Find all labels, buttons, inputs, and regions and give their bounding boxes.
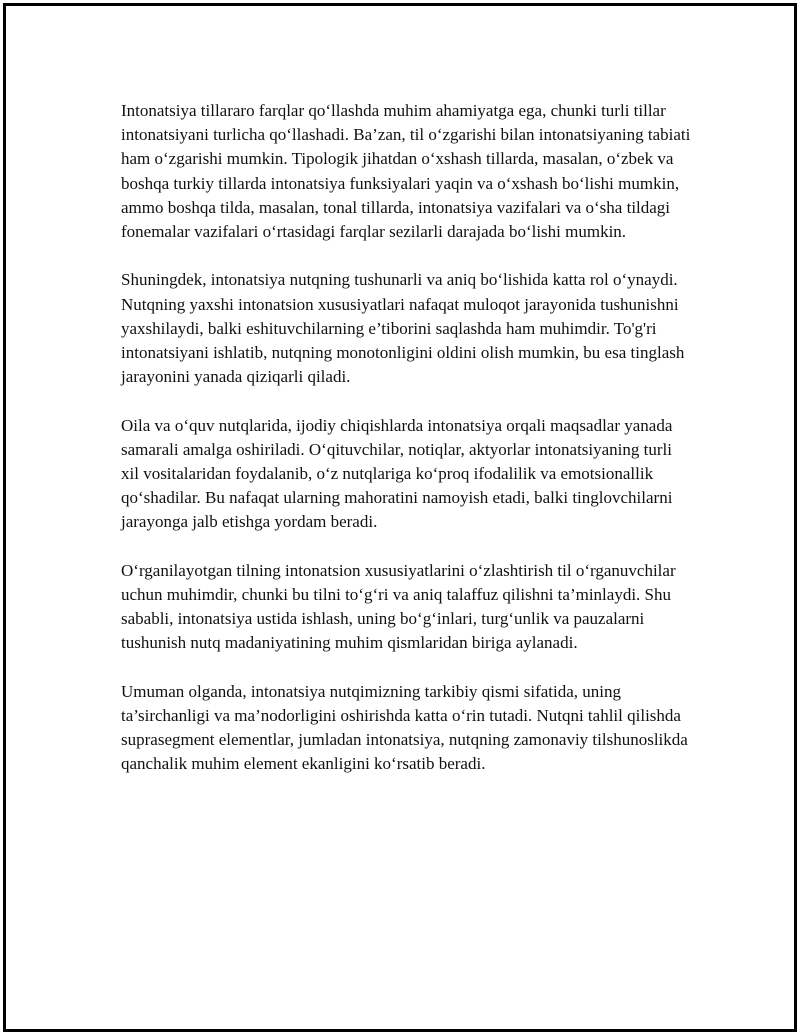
paragraph-2: Shuningdek, intonatsiya nutqning tushunarli va aniq bo‘lishida katta rol o‘ynaydi. Nutqning yaxshi intonatsion xususiyatlari nafaqat muloqot jarayonida tushunishni yaxshilaydi, balki eshituvchilarning e’tiborini saqlashda ham muhimdir. To'g'ri intonatsiyani ishlatib, nutqning monotonligini oldini olish mumkin, bu esa tinglash jarayonini yanada qiziqarli qiladi. [121, 270, 685, 387]
paragraph-5: Umuman olganda, intonatsiya nutqimizning tarkibiy qismi sifatida, uning ta’sirchanligi va ma’nodorligini oshirishda katta o‘rin tutadi. Nutqni tahlil qilishda suprasegment elementlar, jumladan intonatsiya, nutqning zamonaviy tilshunoslikda qanchalik muhim element ekanligini ko‘rsatib beradi. [121, 681, 688, 774]
paragraph-1: Intonatsiya tillararo farqlar qo‘llashda muhim ahamiyatga ega, chunki turli tillar intonatsiyani turlicha qo‘llashadi. Ba’zan, til o‘zgarishi bilan intonatsiyaning tabiati ham o‘zgarishi mumkin. Tipologik jihatdan o‘xshash tillarda, masalan, o‘zbek va boshqa turkiy tillarda intonatsiya funksiyalari yaqin va o‘xshash bo‘lishi mumkin, ammo boshqa tilda, masalan, tonal tillarda, intonatsiya vazifalari va o‘sha tildagi fonemalar vazifalari o‘rtasidagi farqlar sezilarli darajada bo‘lishi mumkin. [121, 101, 691, 242]
paragraph-3: Oila va o‘quv nutqlarida, ijodiy chiqishlarda intonatsiya orqali maqsadlar yanada samarali amalga oshiriladi. O‘qituvchilar, notiqlar, aktyorlar intonatsiyaning turli xil vositalaridan foydalanib, o‘z nutqlariga ko‘proq ifodalilik va emotsionallik qo‘shadilar. Bu nafaqat ularning mahoratini namoyish etadi, balki tinglovchilarni jarayonga jalb etishga yordam beradi. [121, 415, 673, 532]
paragraph-4: O‘rganilayotgan tilning intonatsion xususiyatlarini o‘zlashtirish til o‘rganuvchilar uchun muhimdir, chunki bu tilni to‘g‘ri va aniq talaffuz qilishni ta’minlaydi. Shu sababli, intonatsiya ustida ishlash, uning bo‘g‘inlari, turg‘unlik va pauzalarni tushunish nutq madaniyatining muhim qismlaridan biriga aylanadi. [121, 560, 676, 653]
document-body [121, 99, 691, 777]
page-frame [3, 3, 797, 1032]
